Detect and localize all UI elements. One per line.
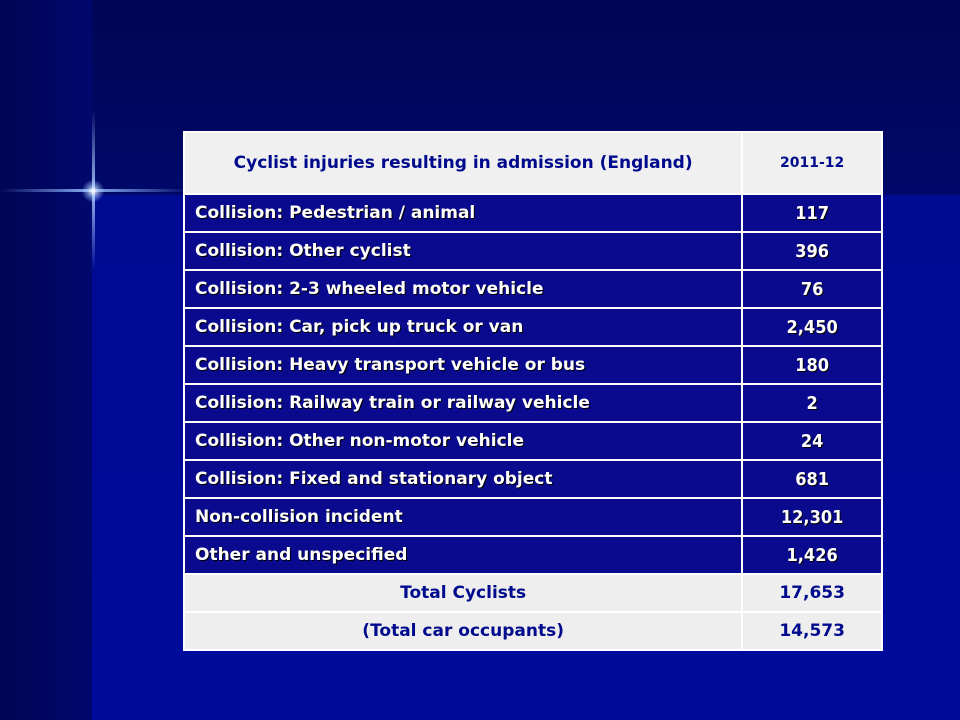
row-label: Other and unspecified xyxy=(184,536,742,574)
table-row xyxy=(184,232,882,270)
row-label: Collision: Pedestrian / animal xyxy=(184,194,742,232)
cyclist-injuries-table xyxy=(183,131,883,651)
table-row xyxy=(184,346,882,384)
row-value: 1,426 xyxy=(742,536,882,574)
row-value: 2,450 xyxy=(742,308,882,346)
table-row xyxy=(184,498,882,536)
table-row xyxy=(184,536,882,574)
row-value: 681 xyxy=(742,460,882,498)
row-label: Collision: Car, pick up truck or van xyxy=(184,308,742,346)
header-label-cell: Cyclist injuries resulting in admission (England) xyxy=(184,132,742,194)
row-value: 24 xyxy=(742,422,882,460)
table-row xyxy=(184,270,882,308)
row-label: Collision: 2-3 wheeled motor vehicle xyxy=(184,270,742,308)
table-row xyxy=(184,422,882,460)
row-value: 396 xyxy=(742,232,882,270)
total-cyclists-value: 17,653 xyxy=(742,574,882,612)
row-value: 12,301 xyxy=(742,498,882,536)
table-row xyxy=(184,308,882,346)
table-row xyxy=(184,460,882,498)
row-label: Collision: Fixed and stationary object xyxy=(184,460,742,498)
total-car-occupants-label: (Total car occupants) xyxy=(184,612,742,650)
row-label: Collision: Other cyclist xyxy=(184,232,742,270)
row-value: 117 xyxy=(742,194,882,232)
total-cyclists-label: Total Cyclists xyxy=(184,574,742,612)
row-label: Collision: Railway train or railway vehicle xyxy=(184,384,742,422)
total-row xyxy=(184,612,882,650)
row-label: Non-collision incident xyxy=(184,498,742,536)
table-header-row xyxy=(184,132,882,194)
row-value: 2 xyxy=(742,384,882,422)
total-row xyxy=(184,574,882,612)
total-car-occupants-value: 14,573 xyxy=(742,612,882,650)
row-value: 180 xyxy=(742,346,882,384)
table-row xyxy=(184,194,882,232)
table-row xyxy=(184,384,882,422)
row-label: Collision: Heavy transport vehicle or bus xyxy=(184,346,742,384)
row-label: Collision: Other non-motor vehicle xyxy=(184,422,742,460)
header-year-cell: 2011-12 xyxy=(742,132,882,194)
background-left-band xyxy=(0,0,92,720)
row-value: 76 xyxy=(742,270,882,308)
sparkle-star-icon xyxy=(82,180,104,202)
